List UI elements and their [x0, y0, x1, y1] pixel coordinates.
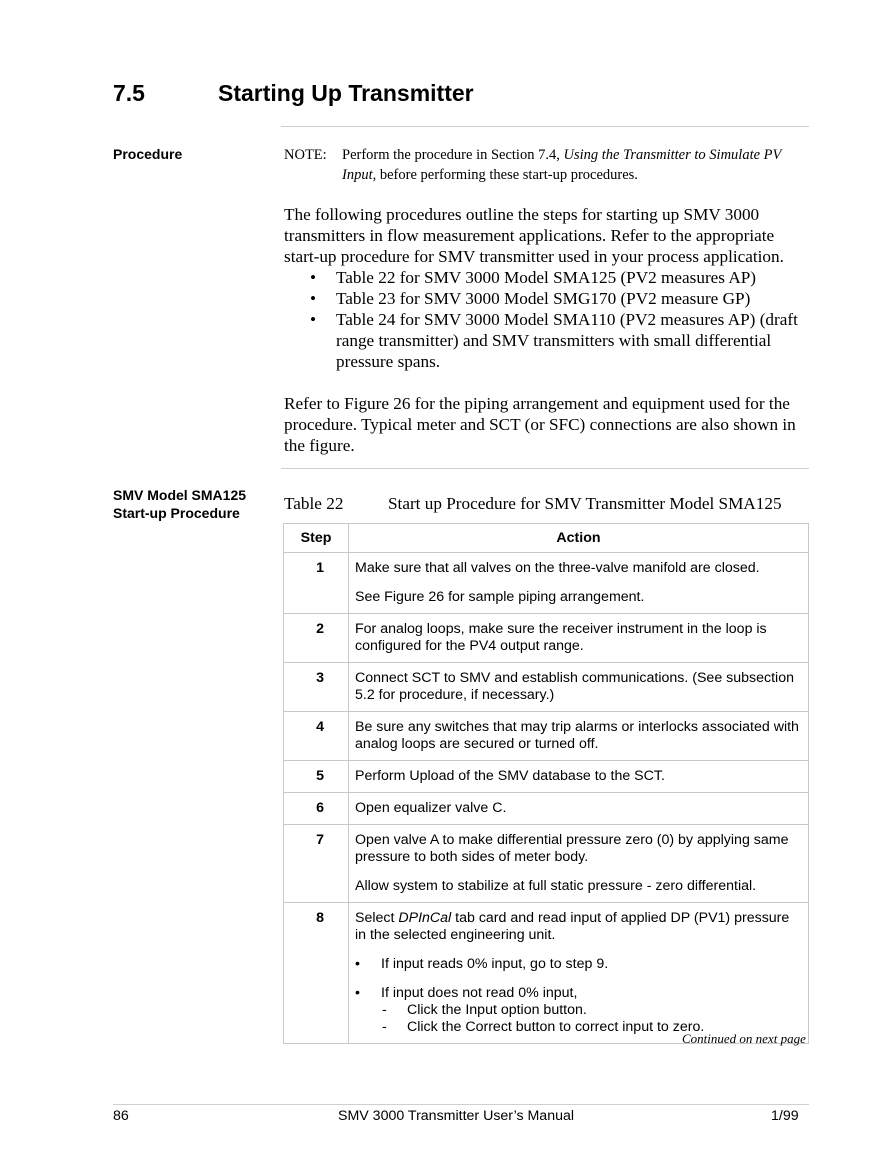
step-number: 8 — [284, 903, 349, 1044]
sub-item-text: Click the Input option button. — [407, 1002, 587, 1018]
divider — [281, 126, 809, 127]
list-item-text: Table 24 for SMV 3000 Model SMA110 (PV2 measures AP) (draft range transmitter) and SMV transmitters with small differential pressure spans. — [336, 310, 798, 371]
step-number: 3 — [284, 663, 349, 712]
bullet-text: If input does not read 0% input, — [381, 985, 578, 1001]
step-number: 1 — [284, 553, 349, 614]
bullet-glyph: • — [310, 268, 317, 287]
step-action — [349, 793, 809, 825]
intro-block — [284, 204, 809, 372]
step-action — [349, 761, 809, 793]
note-text-end: , before performing these start-up procedures. — [372, 167, 638, 183]
step-action — [349, 712, 809, 761]
table-row — [284, 793, 809, 825]
bullet-text: If input reads 0% input, go to step 9. — [381, 956, 609, 972]
action-text: Perform Upload of the SMV database to the SCT. — [355, 768, 665, 784]
action-text — [355, 910, 800, 944]
action-text: Open equalizer valve C. — [355, 800, 507, 816]
step-action — [349, 614, 809, 663]
action-text: For analog loops, make sure the receiver instrument in the loop is configured for the PV4 output range. — [355, 621, 767, 654]
list-item — [284, 288, 809, 309]
table-reference-list — [284, 267, 809, 372]
step-action — [349, 553, 809, 614]
manual-title: SMV 3000 Transmitter User’s Manual — [338, 1108, 575, 1124]
action-text: See Figure 26 for sample piping arrangement. — [355, 589, 645, 605]
step-action — [349, 825, 809, 903]
bullet-glyph: • — [310, 310, 317, 329]
dash-glyph: - — [382, 1019, 387, 1035]
list-item-text: Table 23 for SMV 3000 Model SMG170 (PV2 measure GP) — [336, 289, 751, 308]
step-number: 7 — [284, 825, 349, 903]
continued-note: Continued on next page — [682, 1031, 806, 1046]
note-block — [284, 145, 804, 185]
tab-card-name: DPInCal — [398, 910, 452, 926]
table-row — [284, 614, 809, 663]
intro-paragraph: The following procedures outline the steps for starting up SMV 3000 transmitters in flow measurement applications. Refer to the appropriate start-up procedure for SMV transmitter used in your process application. — [284, 205, 784, 266]
procedure-heading: Procedure — [113, 146, 183, 162]
bullet-item — [355, 956, 800, 973]
list-item — [284, 267, 809, 288]
table-row — [284, 761, 809, 793]
page-number: 86 — [113, 1108, 129, 1124]
note-text-start: Perform the procedure in Section 7.4, — [342, 147, 564, 163]
bullet-glyph: • — [355, 985, 360, 1001]
table-row — [284, 903, 809, 1044]
column-header-step: Step — [284, 524, 349, 553]
dash-glyph: - — [382, 1002, 387, 1018]
table-caption-number: Table 22 — [284, 494, 344, 513]
table-caption-title: Start up Procedure for SMV Transmitter Model SMA125 — [388, 494, 782, 513]
bullet-glyph: • — [310, 289, 317, 308]
action-text-end: tab card and read input of applied DP (PV1) pressure in the selected engineering unit. — [355, 910, 790, 943]
sma125-heading-line1: SMV Model SMA125 — [113, 487, 247, 503]
step-action — [349, 663, 809, 712]
sma125-heading — [113, 486, 246, 522]
list-item-text: Table 22 for SMV 3000 Model SMA125 (PV2 measures AP) — [336, 268, 757, 287]
figure-reference-paragraph: Refer to Figure 26 for the piping arrangement and equipment used for the procedure. Typical meter and SCT (or SFC) connections are also shown in the figure. — [284, 394, 796, 455]
sub-item-text: Click the Correct button to correct input to zero. — [407, 1019, 705, 1035]
action-text: Connect SCT to SMV and establish communications. (See subsection 5.2 for procedure, if necessary.) — [355, 670, 794, 703]
action-text: Open valve A to make differential pressure zero (0) by applying same pressure to both sides of meter body. — [355, 832, 789, 865]
table-row — [284, 553, 809, 614]
note-text — [342, 145, 804, 185]
list-item — [284, 309, 809, 372]
section-title: Starting Up Transmitter — [218, 80, 474, 106]
footer-divider — [113, 1104, 809, 1105]
note-section-reference: Using the Transmitter to Simulate PV Input — [342, 147, 782, 183]
action-text-start: Select — [355, 910, 399, 926]
publication-date: 1/99 — [771, 1108, 799, 1124]
action-text: Be sure any switches that may trip alarms or interlocks associated with analog loops are secured or turned off. — [355, 719, 799, 752]
table-header-row — [284, 524, 809, 553]
action-text: Allow system to stabilize at full static pressure - zero differential. — [355, 878, 757, 894]
step-number: 6 — [284, 793, 349, 825]
note-label: NOTE: — [284, 147, 327, 163]
bullet-glyph: • — [355, 956, 360, 972]
step-number: 5 — [284, 761, 349, 793]
table-row — [284, 825, 809, 903]
sub-item — [381, 1002, 800, 1019]
step-number: 2 — [284, 614, 349, 663]
divider — [281, 468, 809, 469]
table-row — [284, 712, 809, 761]
step-action — [349, 903, 809, 1044]
bullet-item — [355, 985, 800, 1036]
sma125-heading-line2: Start-up Procedure — [113, 505, 240, 521]
action-text: Make sure that all valves on the three-valve manifold are closed. — [355, 560, 760, 576]
column-header-action: Action — [349, 524, 809, 553]
procedure-table — [283, 523, 809, 1044]
section-number: 7.5 — [113, 80, 145, 106]
table-row — [284, 663, 809, 712]
step-number: 4 — [284, 712, 349, 761]
